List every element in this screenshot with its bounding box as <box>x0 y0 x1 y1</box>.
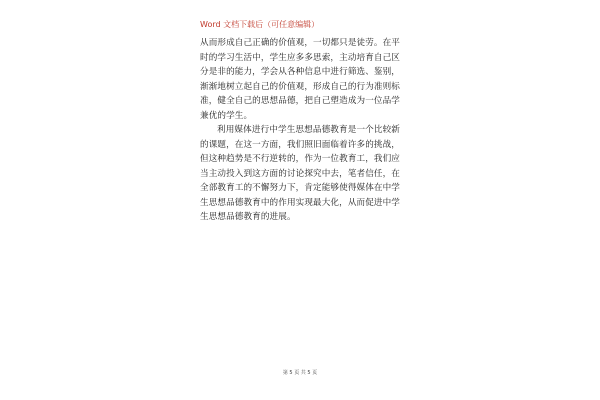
body-paragraph-2: 利用媒体进行中学生思想品德教育是一个比较新的课题，在这一方面，我们照旧面临着许多的挑战，但这种趋势是不行逆转的，作为一位教育工，我们应当主动投入到这方面的讨论探究中去，笔者信任，在全部教育工的不懈努力下，肯定能够使得媒体在中学生思想品德教育中的作用实现最大化，从而促进中学生思想品德教育的进展。 <box>200 125 400 222</box>
document-body <box>200 36 400 225</box>
header-note: Word 文档下载后（可任意编辑） <box>200 20 320 29</box>
body-paragraph-1: 从而形成自己正确的价值观，一切都只是徒劳。在平时的学习生活中，学生应多多思索，主动培育自己区分是非的能力，学会从各种信息中进行筛选、鉴别，渐渐地树立起自己的价值观，形成自己的行为准则标准，健全自己的思想品德，把自己塑造成为一位品学兼优的学生。 <box>200 38 400 121</box>
page-number: 第 5 页 共 5 页 <box>282 370 318 376</box>
